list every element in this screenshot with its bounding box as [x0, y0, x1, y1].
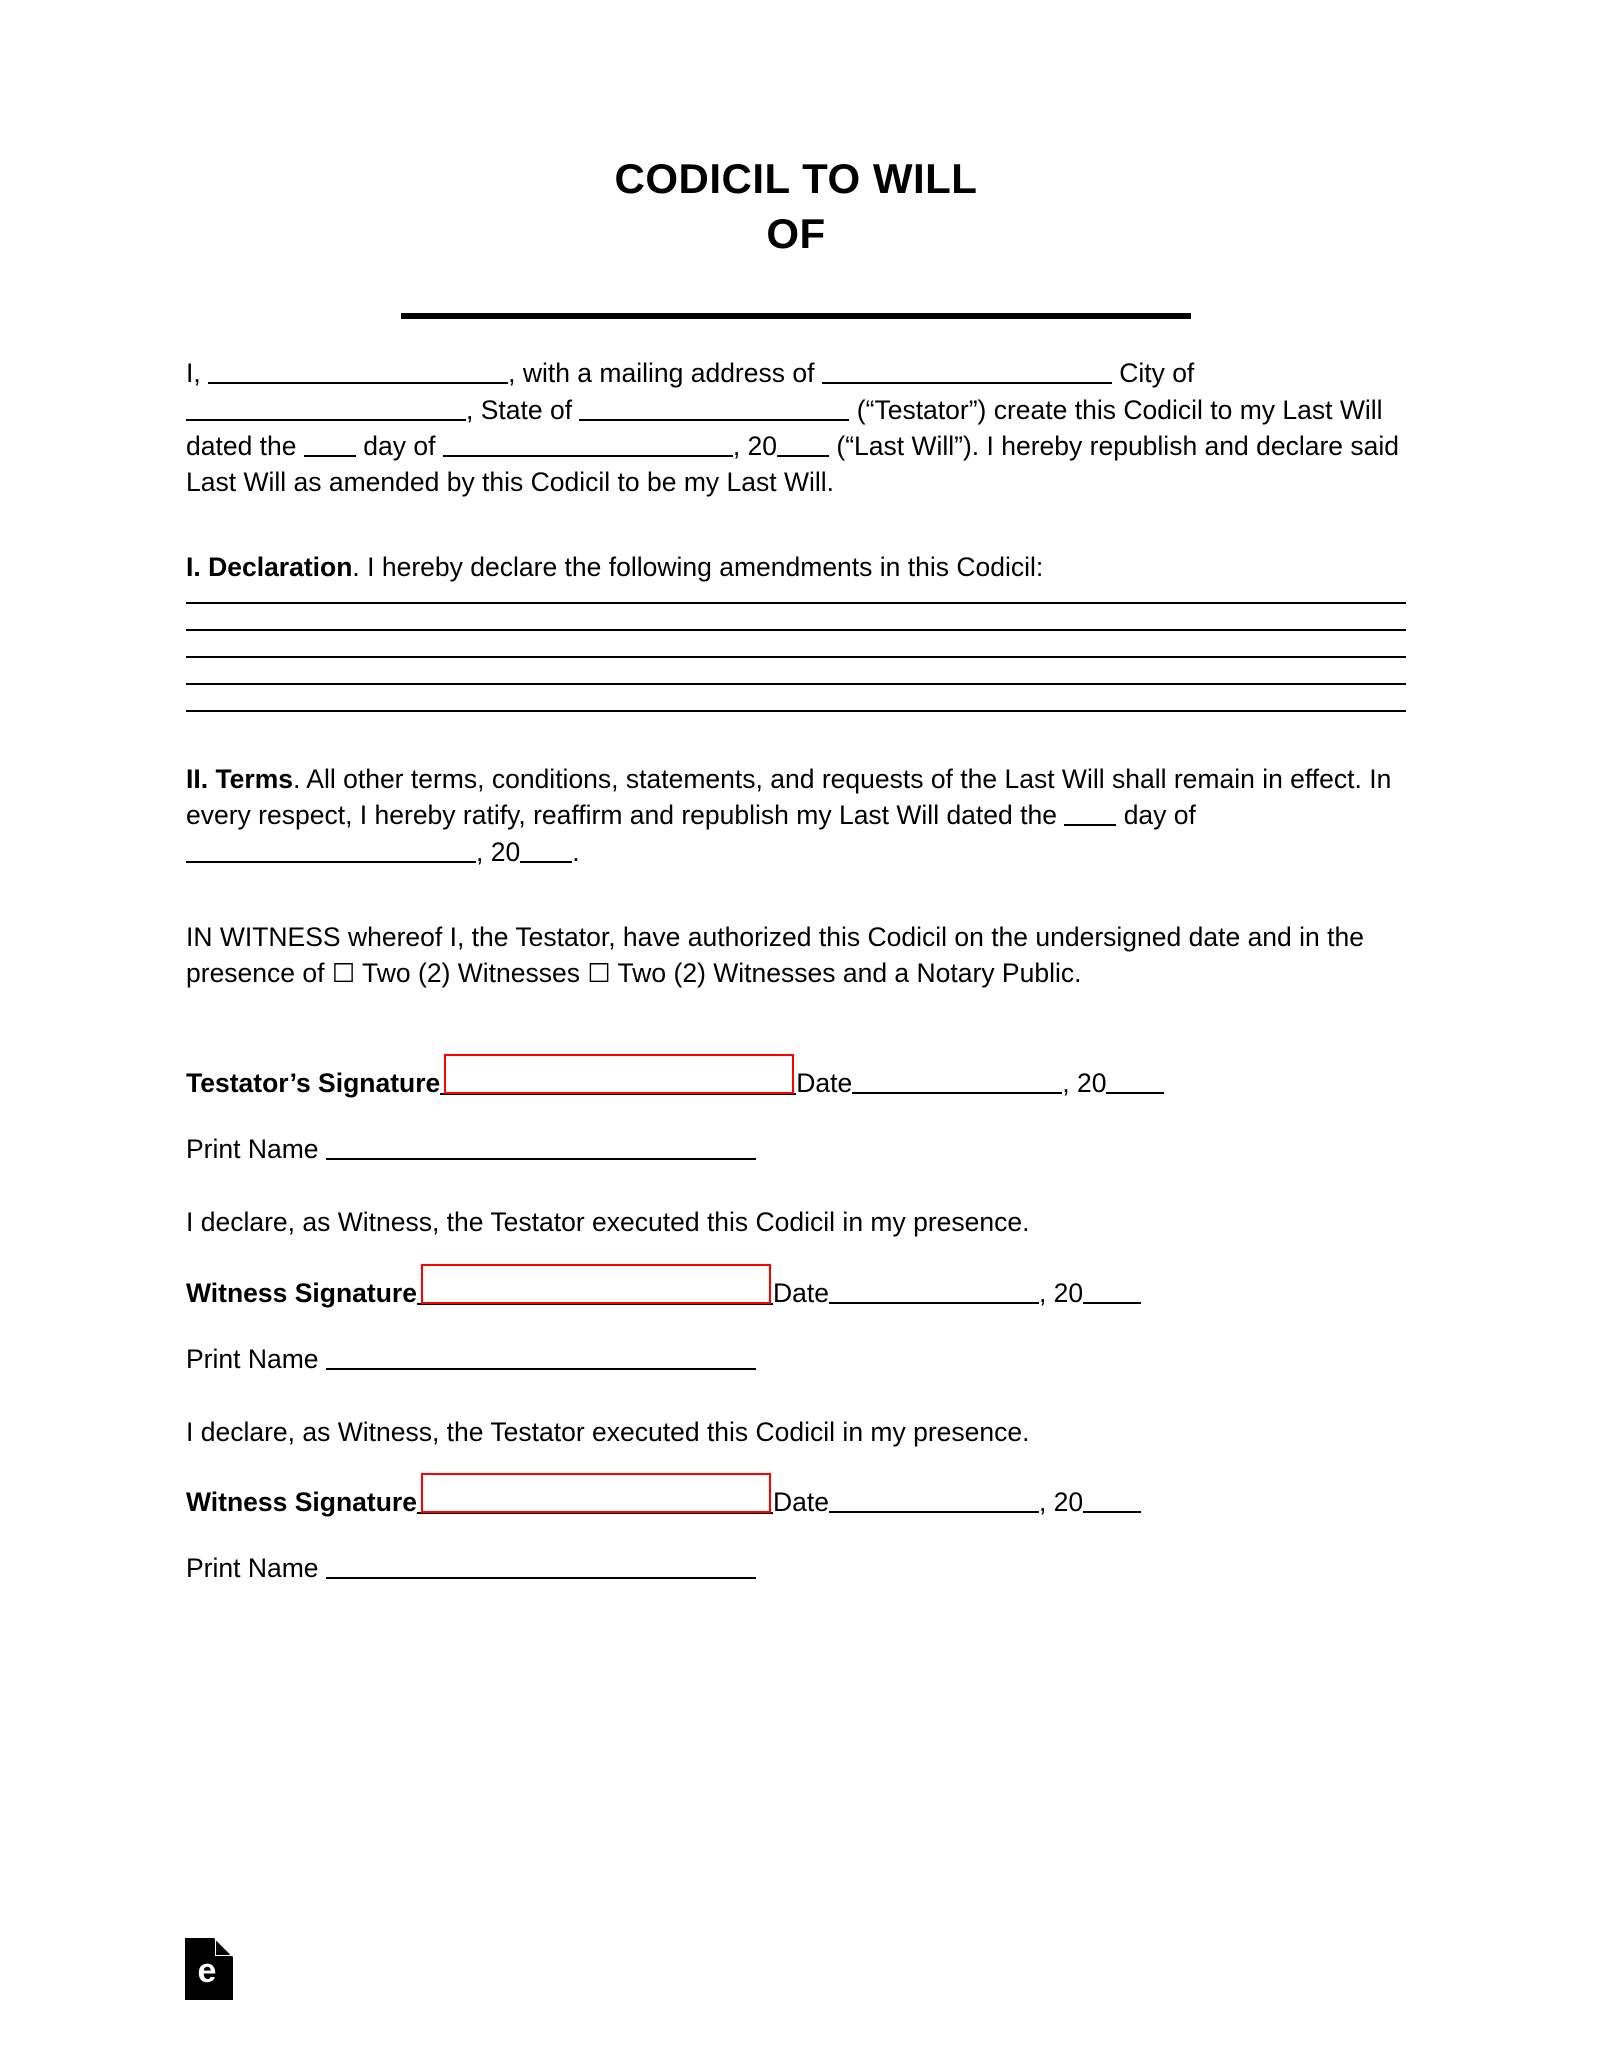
- witness-option-2-label: Two (2) Witnesses and a Notary Public.: [610, 957, 1082, 988]
- witness-clause-paragraph: [186, 920, 1406, 991]
- witness-2-print-name-label: Print Name: [186, 1553, 319, 1584]
- witness-1-print-name-row: [186, 1341, 1406, 1377]
- section-terms-paragraph: [186, 762, 1406, 871]
- state-blank[interactable]: [579, 392, 849, 421]
- svg-text:e: e: [197, 1952, 217, 1990]
- spacer: [186, 319, 1406, 355]
- intro-text-1: I,: [186, 358, 209, 389]
- eforms-logo: [185, 1938, 233, 2000]
- intro-text-7: , 20: [732, 431, 778, 462]
- intro-paragraph: [186, 355, 1406, 500]
- document-content: [186, 0, 1406, 1586]
- spacer: [186, 1520, 1406, 1550]
- terms-month-blank[interactable]: [186, 834, 476, 863]
- section-declaration: [186, 550, 1406, 712]
- testator-signature-box[interactable]: [444, 1054, 794, 1094]
- section-terms: [186, 762, 1406, 871]
- testator-name-blank[interactable]: [208, 355, 508, 384]
- testator-signature-row: [186, 1065, 1406, 1101]
- witness-1-date-label: Date: [772, 1277, 829, 1308]
- witness-2-year-prefix: , 20: [1038, 1487, 1084, 1518]
- intro-text-3: City of: [1111, 358, 1195, 389]
- section-terms-text-3: , 20: [476, 836, 521, 867]
- witness-1-signature-field[interactable]: [417, 1275, 773, 1305]
- witness-2-date-blank[interactable]: [829, 1484, 1039, 1513]
- document-e-icon: [185, 1938, 233, 2000]
- witness-1-date-blank[interactable]: [829, 1275, 1039, 1304]
- intro-paragraph-block: [186, 355, 1406, 500]
- witness-1-declaration: I declare, as Witness, the Testator executed this Codicil in my presence.: [186, 1207, 1030, 1238]
- section-terms-text-1: . All other terms, conditions, statements, and requests of the Last Will shall remain in effect. In every respect, I hereby ratify, reaffirm and republish my Last Will dated the: [186, 763, 1392, 831]
- witness-1-print-name-blank[interactable]: [326, 1341, 756, 1370]
- witness-2-signature-label: Witness Signature: [186, 1487, 417, 1518]
- declaration-blank-line[interactable]: [186, 602, 1406, 604]
- section-declaration-heading: [186, 550, 1406, 586]
- witness-2-signature-row: [186, 1484, 1406, 1520]
- spacer: [186, 500, 1406, 550]
- section-terms-text-4: .: [572, 836, 580, 867]
- checkbox-two-witnesses-and-notary[interactable]: ☐: [587, 957, 611, 988]
- spacer: [186, 1311, 1406, 1341]
- mailing-address-blank[interactable]: [822, 355, 1112, 384]
- witness-1-year-blank[interactable]: [1083, 1275, 1141, 1304]
- testator-signature-field[interactable]: [440, 1065, 796, 1095]
- will-day-blank[interactable]: [304, 428, 356, 457]
- witness-2-print-name-row: [186, 1550, 1406, 1586]
- witness-2-declaration: I declare, as Witness, the Testator executed this Codicil in my presence.: [186, 1416, 1030, 1447]
- spacer: [186, 712, 1406, 762]
- spacer: [186, 870, 1406, 920]
- witness-clause-text: IN WITNESS whereof I, the Testator, have authorized this Codicil on the undersigned date and in the presence of: [186, 922, 1364, 988]
- spacer: [186, 1377, 1406, 1415]
- witness-1-print-name-label: Print Name: [186, 1343, 319, 1374]
- section-declaration-number: I. Declaration: [186, 552, 353, 583]
- witness-option-1-label: Two (2) Witnesses: [355, 957, 588, 988]
- testator-print-name-label: Print Name: [186, 1134, 319, 1165]
- testator-year-blank[interactable]: [1106, 1065, 1164, 1094]
- section-terms-text-2: day of: [1116, 800, 1196, 831]
- declaration-fill-lines: [186, 602, 1406, 712]
- witness-1-signature-row: [186, 1275, 1406, 1311]
- witness-2-declaration-row: [186, 1415, 1406, 1451]
- intro-text-4: , State of: [466, 394, 580, 425]
- spacer: [186, 1241, 1406, 1275]
- will-month-blank[interactable]: [443, 428, 733, 457]
- testator-signature-label: Testator’s Signature: [186, 1068, 441, 1099]
- declaration-blank-line[interactable]: [186, 656, 1406, 658]
- witness-clause: [186, 920, 1406, 991]
- will-year-blank[interactable]: [777, 428, 829, 457]
- witness-2-signature-field[interactable]: [417, 1485, 773, 1515]
- witness-2-year-blank[interactable]: [1083, 1484, 1141, 1513]
- witness-2-print-name-blank[interactable]: [326, 1550, 756, 1579]
- witness-1-signature-box[interactable]: [421, 1264, 771, 1304]
- declaration-blank-line[interactable]: [186, 629, 1406, 631]
- spacer: [186, 1167, 1406, 1205]
- testator-date-blank[interactable]: [852, 1065, 1062, 1094]
- witness-1-year-prefix: , 20: [1038, 1277, 1084, 1308]
- testator-date-label: Date: [796, 1068, 853, 1099]
- title-line-2: OF: [766, 209, 826, 257]
- section-terms-number: II. Terms: [186, 763, 294, 794]
- declaration-blank-line[interactable]: [186, 683, 1406, 685]
- intro-text-6: day of: [355, 431, 443, 462]
- witness-2-signature-box[interactable]: [421, 1473, 771, 1513]
- intro-text-5: (“Testator”) create this Codicil to my Last Will dated the: [186, 394, 1383, 462]
- terms-year-blank[interactable]: [520, 834, 572, 863]
- witness-2-date-label: Date: [772, 1487, 829, 1518]
- testator-print-name-blank[interactable]: [326, 1131, 756, 1160]
- page-title: [186, 0, 1406, 261]
- testator-year-prefix: , 20: [1062, 1068, 1107, 1099]
- testator-print-name-row: [186, 1131, 1406, 1167]
- section-declaration-text: . I hereby declare the following amendments in this Codicil:: [352, 552, 1044, 583]
- spacer: [186, 991, 1406, 1065]
- witness-1-signature-label: Witness Signature: [186, 1277, 417, 1308]
- terms-day-blank[interactable]: [1064, 797, 1116, 826]
- spacer: [186, 1450, 1406, 1484]
- title-line-1: CODICIL TO WILL: [614, 155, 978, 202]
- witness-1-declaration-row: [186, 1205, 1406, 1241]
- city-blank[interactable]: [186, 392, 466, 421]
- intro-text-8: (“Last Will”). I hereby republish and declare said Last Will as amended by this Codicil to be my Last Will.: [186, 431, 1400, 497]
- intro-text-2: , with a mailing address of: [508, 358, 822, 389]
- spacer: [186, 1101, 1406, 1131]
- title-name-blank[interactable]: [401, 313, 1191, 319]
- checkbox-two-witnesses[interactable]: ☐: [331, 957, 356, 988]
